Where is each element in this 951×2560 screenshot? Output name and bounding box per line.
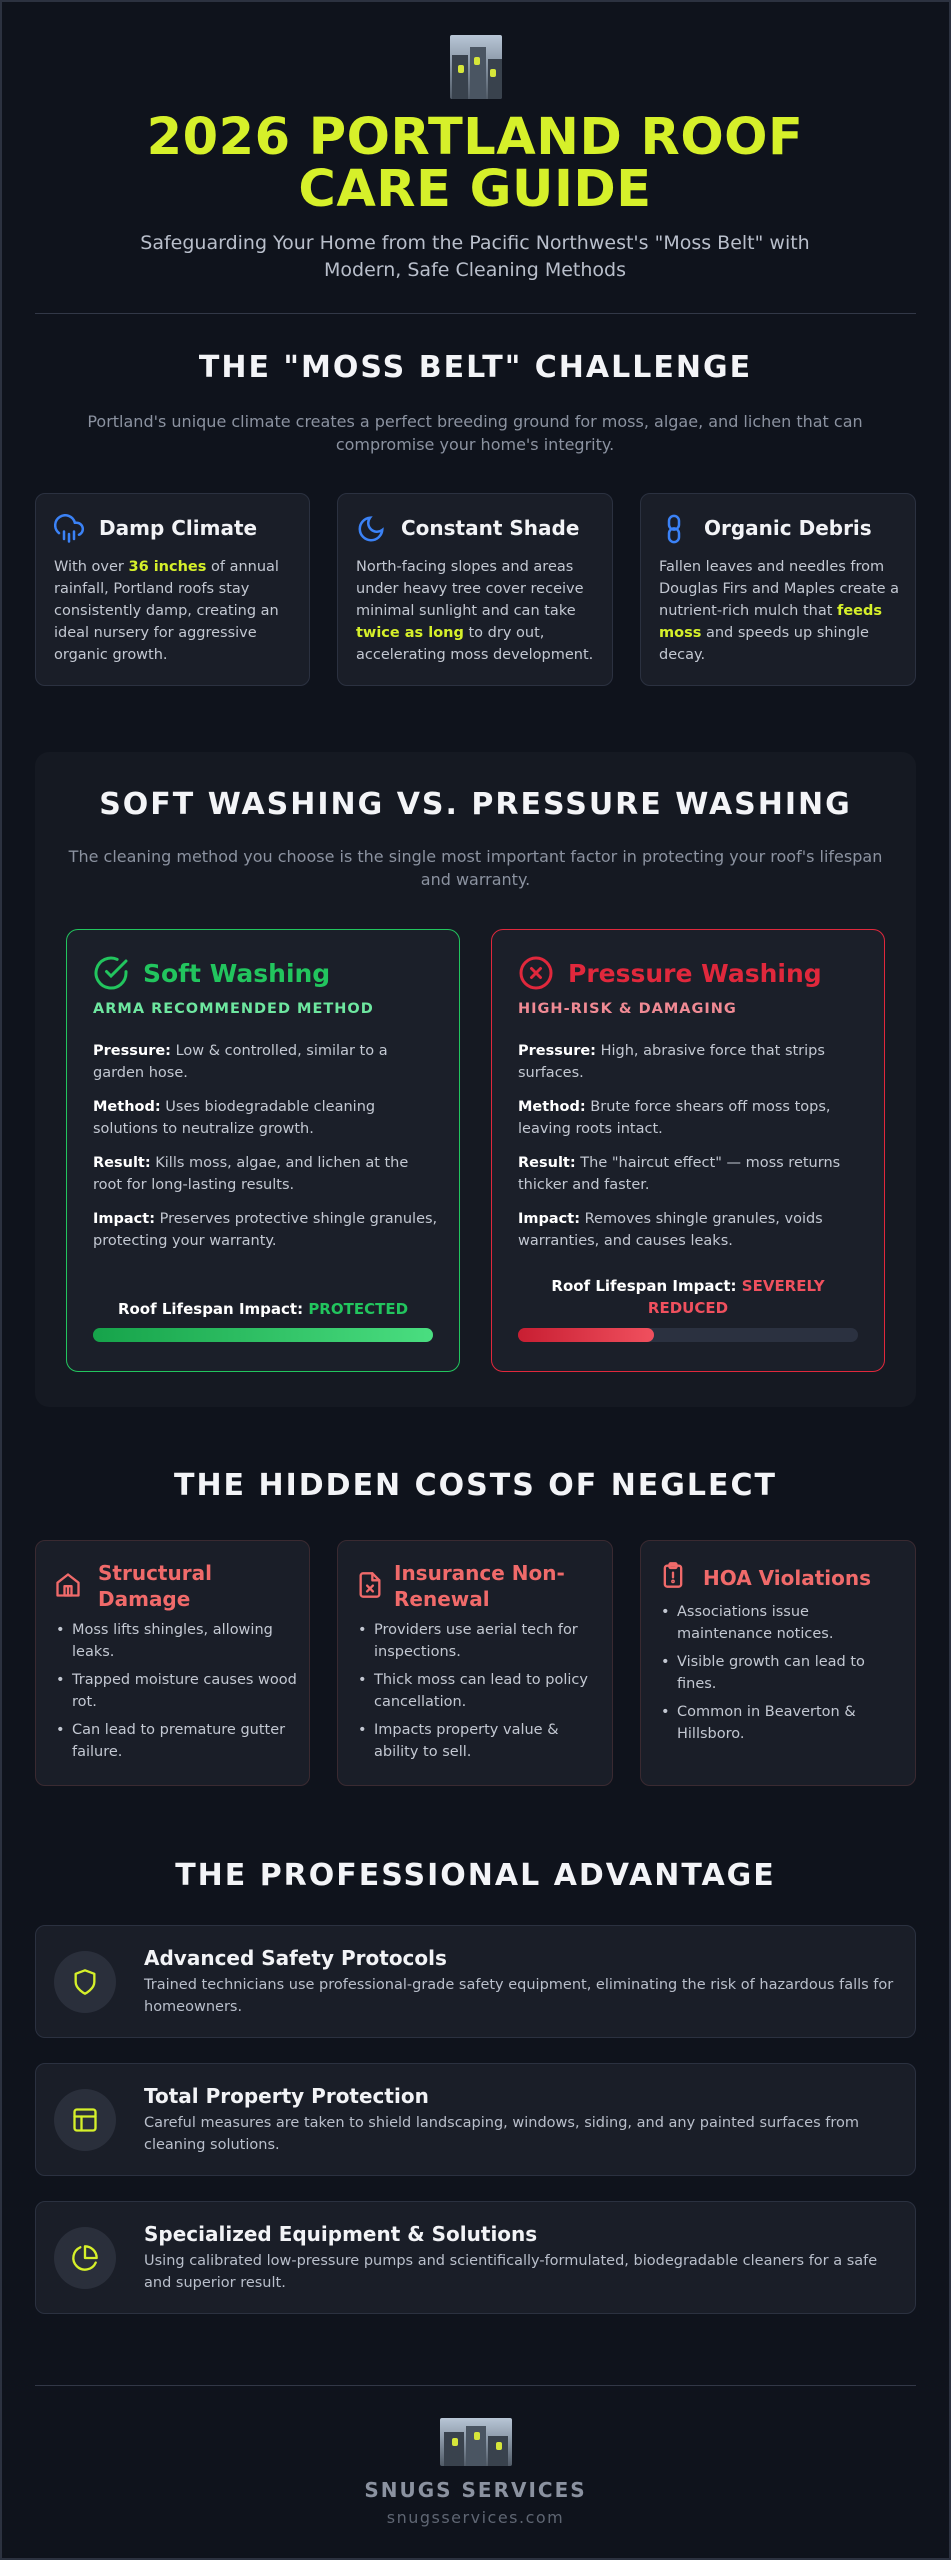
cost-card-title: Structural Damage <box>98 1561 212 1611</box>
layout-icon <box>71 2106 99 2134</box>
advantage-icon-circle <box>54 1951 116 2013</box>
advantage-item-safety <box>35 1925 916 2038</box>
cost-list <box>659 1601 904 1751</box>
list-item: • Can lead to premature gutter failure. <box>54 1719 299 1763</box>
pressure-impact-label: Roof Lifespan Impact: SEVERELY REDUCED <box>551 1277 825 1317</box>
cloud-rain-icon <box>54 514 84 544</box>
moss-belt-description: Portland's unique climate creates a perfect breeding ground for moss, algae, and lichen that can compromise your home's integrity. <box>87 412 863 454</box>
cost-card-insurance <box>337 1540 613 1786</box>
pressure-washing-tag: HIGH-RISK & DAMAGING <box>518 1001 737 1017</box>
advantage-item-title: Total Property Protection <box>144 2084 429 2108</box>
home-damage-icon <box>54 1571 82 1599</box>
comparison-description: The cleaning method you choose is the single most important factor in protecting your roof's lifespan and warranty. <box>68 847 883 889</box>
challenge-card-body: Fallen leaves and needles from Douglas Firs and Maples create a nutrient-rich mulch that feeds moss and speeds up shingle decay. <box>659 559 900 663</box>
comparison-panel <box>35 752 916 1407</box>
cost-card-title: Insurance Non-Renewal <box>394 1561 565 1611</box>
soft-item: Method: Uses biodegradable cleaning solutions to neutralize growth. <box>93 1099 376 1137</box>
list-item: • Moss lifts shingles, allowing leaks. <box>54 1619 299 1663</box>
check-circle-icon <box>93 955 129 991</box>
advantage-item-text: Using calibrated low-pressure pumps and scientifically-formulated, biodegradable cleaners for a safe and superior result. <box>144 2253 878 2291</box>
cost-card-hoa <box>640 1540 916 1786</box>
list-item: • Common in Beaverton & Hillsboro. <box>659 1701 904 1745</box>
page-title: 2026 PORTLAND ROOF CARE GUIDE <box>146 108 804 219</box>
pressure-impact-bar-fill <box>518 1328 654 1342</box>
soft-washing-tag: ARMA RECOMMENDED METHOD <box>93 1001 374 1017</box>
shield-icon <box>71 1967 99 1997</box>
list-item: • Thick moss can lead to policy cancellation. <box>356 1669 601 1713</box>
challenge-card-body: With over 36 inches of annual rainfall, Portland roofs stay consistently damp, creating an ideal nursery for aggressive organic growth. <box>54 559 279 663</box>
x-circle-icon <box>518 955 554 991</box>
clipboard-alert-icon <box>659 1561 687 1589</box>
header-divider <box>35 313 916 314</box>
pressure-washing-title: Pressure Washing <box>568 959 822 988</box>
cost-card-structural-damage <box>35 1540 310 1786</box>
advantage-item-text: Trained technicians use professional-grade safety equipment, eliminating the risk of hazardous falls for homeowners. <box>144 1977 894 2015</box>
soft-impact-bar <box>93 1328 433 1342</box>
pressure-washing-card <box>491 929 885 1372</box>
footer-website-link[interactable]: snugsservices.com <box>386 2508 565 2527</box>
cost-list <box>54 1619 299 1769</box>
challenge-card-title: Constant Shade <box>401 516 580 540</box>
soft-impact-label: Roof Lifespan Impact: PROTECTED <box>117 1300 409 1318</box>
list-item: • Visible growth can lead to fines. <box>659 1651 904 1695</box>
advantage-item-title: Specialized Equipment & Solutions <box>144 2222 538 2246</box>
link-icon <box>659 514 689 544</box>
challenge-card-constant-shade <box>337 493 613 686</box>
challenge-card-title: Organic Debris <box>704 516 872 540</box>
challenge-card-organic-debris <box>640 493 916 686</box>
list-item: • Associations issue maintenance notices. <box>659 1601 904 1645</box>
footer-company-name: SNUGS SERVICES <box>364 2478 587 2502</box>
comparison-title: SOFT WASHING VS. PRESSURE WASHING <box>99 787 852 822</box>
pressure-impact-bar <box>518 1328 858 1342</box>
list-item: • Providers use aerial tech for inspections. <box>356 1619 601 1663</box>
footer-logo-image <box>440 2418 512 2466</box>
soft-washing-card <box>66 929 460 1372</box>
list-item: • Trapped moisture causes wood rot. <box>54 1669 299 1713</box>
challenge-card-damp-climate <box>35 493 310 686</box>
moss-belt-title: THE "MOSS BELT" CHALLENGE <box>198 350 753 385</box>
page-subtitle: Safeguarding Your Home from the Pacific Northwest's "Moss Belt" with Modern, Safe Cleaning Methods <box>140 232 810 281</box>
advantage-title: THE PROFESSIONAL ADVANTAGE <box>175 1858 776 1893</box>
file-x-icon <box>356 1571 384 1599</box>
advantage-icon-circle <box>54 2227 116 2289</box>
cost-card-title: HOA Violations <box>703 1566 872 1590</box>
soft-item: Impact: Preserves protective shingle granules, protecting your warranty. <box>93 1211 438 1249</box>
advantage-item-title: Advanced Safety Protocols <box>144 1946 447 1970</box>
soft-washing-title: Soft Washing <box>143 959 331 988</box>
costs-title: THE HIDDEN COSTS OF NEGLECT <box>173 1468 778 1503</box>
pressure-item: Result: The "haircut effect" — moss returns thicker and faster. <box>518 1155 841 1193</box>
challenge-card-title: Damp Climate <box>99 516 258 540</box>
advantage-item-text: Careful measures are taken to shield landscaping, windows, siding, and any painted surfaces from cleaning solutions. <box>144 2115 859 2153</box>
soft-item: Result: Kills moss, algae, and lichen at the root for long-lasting results. <box>93 1155 409 1193</box>
list-item: • Impacts property value & ability to sell. <box>356 1719 601 1763</box>
pressure-item: Impact: Removes shingle granules, voids warranties, and causes leaks. <box>518 1211 823 1249</box>
advantage-icon-circle <box>54 2089 116 2151</box>
cost-list <box>356 1619 601 1769</box>
advantage-item-equipment <box>35 2201 916 2314</box>
pressure-item: Pressure: High, abrasive force that strips surfaces. <box>518 1043 825 1081</box>
soft-impact-bar-fill <box>93 1328 433 1342</box>
footer-divider <box>35 2385 916 2386</box>
challenge-card-body: North-facing slopes and areas under heavy tree cover receive minimal sunlight and can take twice as long to dry out, accelerating moss development. <box>356 559 594 663</box>
advantage-item-protection <box>35 2063 916 2176</box>
header-logo-image <box>450 35 502 99</box>
pressure-item: Method: Brute force shears off moss tops, leaving roots intact. <box>518 1099 831 1137</box>
moon-icon <box>356 514 386 544</box>
pie-chart-icon <box>71 2244 99 2272</box>
soft-item: Pressure: Low & controlled, similar to a garden hose. <box>93 1043 388 1081</box>
